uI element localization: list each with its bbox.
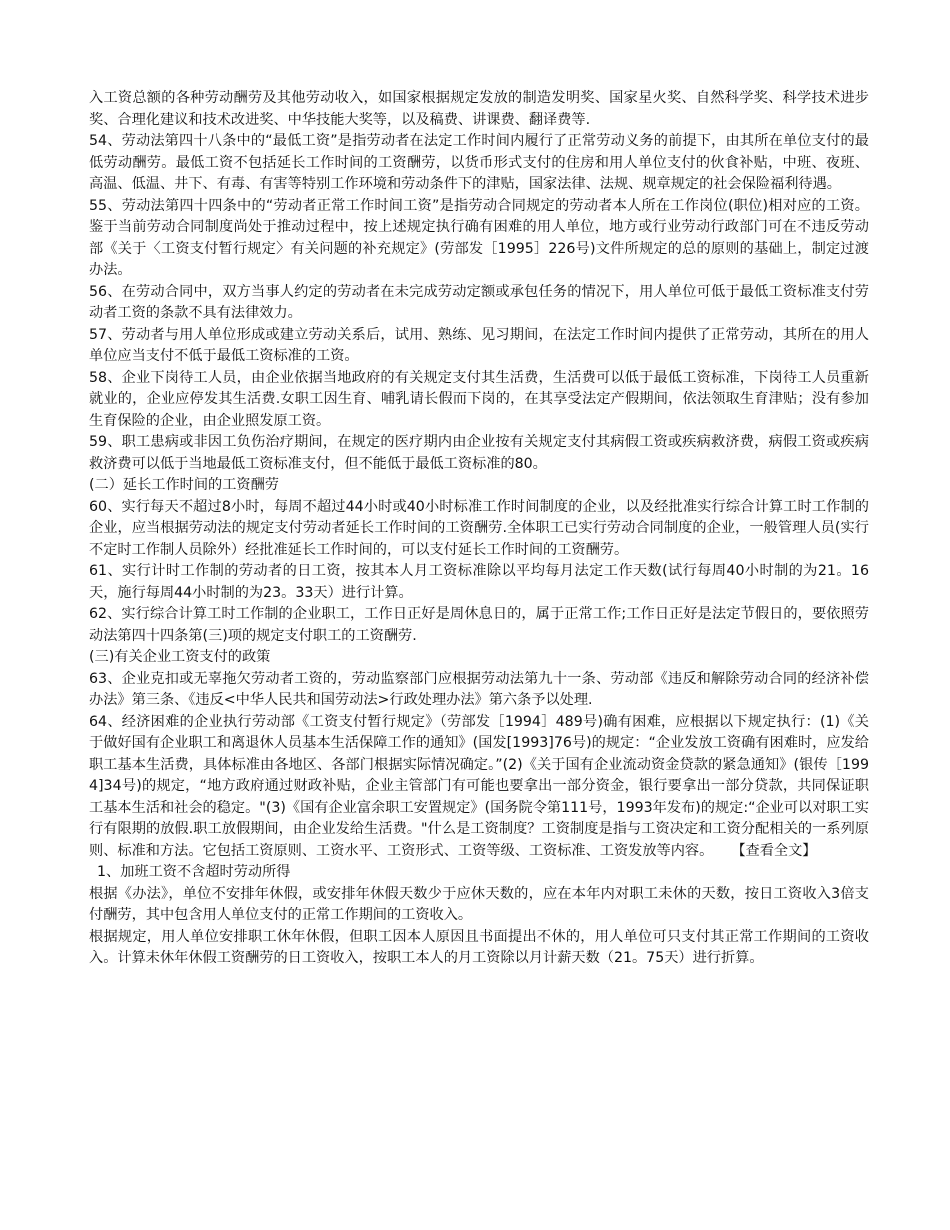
paragraph-64-text: 64、经济困难的企业执行劳动部《工资支付暂行规定》（劳部发［1994］489号)确有困难，应根据以下规定执行：(1)《关于做好国有企业职工和离退休人员基本生活保障工作的通知》(国发[1993]76号)的规定：“企业发放工资确有困难时，应发给职工基本生活费，具体标准由各地区、各部门根据实际情况确定。”(2)《关于国有企业流动资金贷款的紧急通知》(银传［1994]34号)的规定，“地方政府通过财政补贴，企业主管部门有可能也要拿出一部分资金，银行要拿出一部分贷款，共同保证职工基本生活和社会的稳定。"(3)《国有企业富余职工安置规定》(国务院令第111号，1993年发布)的规定:“企业可以对职工实行有限期的放假.职工放假期间，由企业发给生活费。"什么是工资制度？工资制度是指与工资决定和工资分配相关的一系列原则、标准和方法。它包括工资原则、工资水平、工资形式、工资等级、工资标准、工资发放等内容。 <box>89 713 869 859</box>
document-page <box>89 88 869 970</box>
paragraph-58-laid-off: 58、企业下岗待工人员，由企业依据当地政府的有关规定支付其生活费，生活费可以低于最低工资标准，下岗待工人员重新就业的，企业应停发其生活费.女职工因生育、哺乳请长假而下岗的，在其享受法定产假期间，依法领取生育津贴；没有参加生育保险的企业，由企业照发原工资。 <box>89 369 869 429</box>
paragraph-56-contract-clause: 56、在劳动合同中，双方当事人约定的劳动者在未完成劳动定额或承包任务的情况下，用人单位可低于最低工资标准支付劳动者工资的条款不具有法律效力。 <box>89 283 869 321</box>
section-heading-policy: (三)有关企业工资支付的政策 <box>89 649 271 665</box>
paragraph-60-overtime: 60、实行每天不超过8小时，每周不超过44小时或40小时标准工作时间制度的企业，以及经批准实行综合计算工时工作制的企业，应当根据劳动法的规定支付劳动者延长工作时间的工资酬劳.全体职工已实行劳动合同制度的企业，一般管理人员(实行不定时工作制人员除外）经批准延长工作时间的，可以支付延长工作时间的工资酬劳。 <box>89 498 869 558</box>
paragraph-59-sick-leave: 59、职工患病或非因工负伤治疗期间，在规定的医疗期内由企业按有关规定支付其病假工资或疾病救济费，病假工资或疾病救济费可以低于当地最低工资标准支付，但不能低于最低工资标准的80。 <box>89 434 869 472</box>
paragraph-annual-leave-pay: 根据《办法》，单位不安排年休假，或安排年休假天数少于应休天数的，应在本年内对职工未休的天数，按日工资收入3倍支付酬劳，其中包含用人单位支付的正常工作期间的工资收入。 <box>89 885 869 923</box>
paragraph-64-difficulty <box>89 712 869 863</box>
paragraph-54-minimum-wage: 54、劳动法第四十八条中的“最低工资”是指劳动者在法定工作时间内履行了正常劳动义务的前提下，由其所在单位支付的最低劳动酬劳。最低工资不包括延长工作时间的工资酬劳，以货币形式支付的住房和用人单位支付的伙食补贴，中班、夜班、高温、低温、井下、有毒、有害等特别工作环境和劳动条件下的津贴，国家法律、法规、规章规定的社会保险福利待遇。 <box>89 133 869 192</box>
paragraph-63-deduction: 63、企业克扣或无辜拖欠劳动者工资的，劳动监察部门应根据劳动法第九十一条、劳动部《违反和解除劳动合同的经济补偿办法》第三条、《违反<中华人民共和国劳动法>行政处理办法》第六条予以处理. <box>89 670 869 708</box>
paragraph-57-probation: 57、劳动者与用人单位形成或建立劳动关系后，试用、熟练、见习期间，在法定工作时间内提供了正常劳动，其所在的用人单位应当支付不低于最低工资标准的工资。 <box>89 326 869 364</box>
paragraph-55-normal-wage: 55、劳动法第四十四条中的“劳动者正常工作时间工资”是指劳动合同规定的劳动者本人所在工作岗位(职位)相对应的工资。鉴于当前劳动合同制度尚处于推动过程中，按上述规定执行确有困难的用人单位，地方或行业劳动行政部门可在不违反劳动部《关于〈工资支付暂行规定〉有关问题的补充规定》(劳部发［1995］226号)文件所规定的总的原则的基础上，制定过渡办法。 <box>89 197 869 278</box>
view-full-text-link[interactable]: 【查看全文】 <box>731 842 817 859</box>
paragraph-award-income: 入工资总额的各种劳动酬劳及其他劳动收入，如国家根据规定发放的制造发明奖、国家星火奖、自然科学奖、科学技术进步奖、合理化建议和技术改进奖、中华技能大奖等，以及稿费、讲课费、翻译费等. <box>89 90 869 128</box>
paragraph-61-daily-wage: 61、实行计时工作制的劳动者的日工资，按其本人月工资标准除以平均每月法定工作天数(试行每周40小时制的为21。16天，施行每周44小时制的为23。33天）进行计算。 <box>89 563 869 601</box>
section-heading-overtime-pay: 1、加班工资不含超时劳动所得 <box>97 864 291 880</box>
section-heading-overtime: (二）延长工作时间的工资酬劳 <box>89 477 279 493</box>
paragraph-annual-leave-refusal: 根据规定，用人单位安排职工休年休假，但职工因本人原因且书面提出不休的，用人单位可只支付其正常工作期间的工资收入。计算未休年休假工资酬劳的日工资收入，按职工本人的月工资除以月计薪天数（21。75天）进行折算。 <box>89 928 869 966</box>
paragraph-62-comprehensive-hours: 62、实行综合计算工时工作制的企业职工，工作日正好是周休息日的，属于正常工作;工作日正好是法定节假日的，要依照劳动法第四十四条第(三)项的规定支付职工的工资酬劳. <box>89 606 869 644</box>
